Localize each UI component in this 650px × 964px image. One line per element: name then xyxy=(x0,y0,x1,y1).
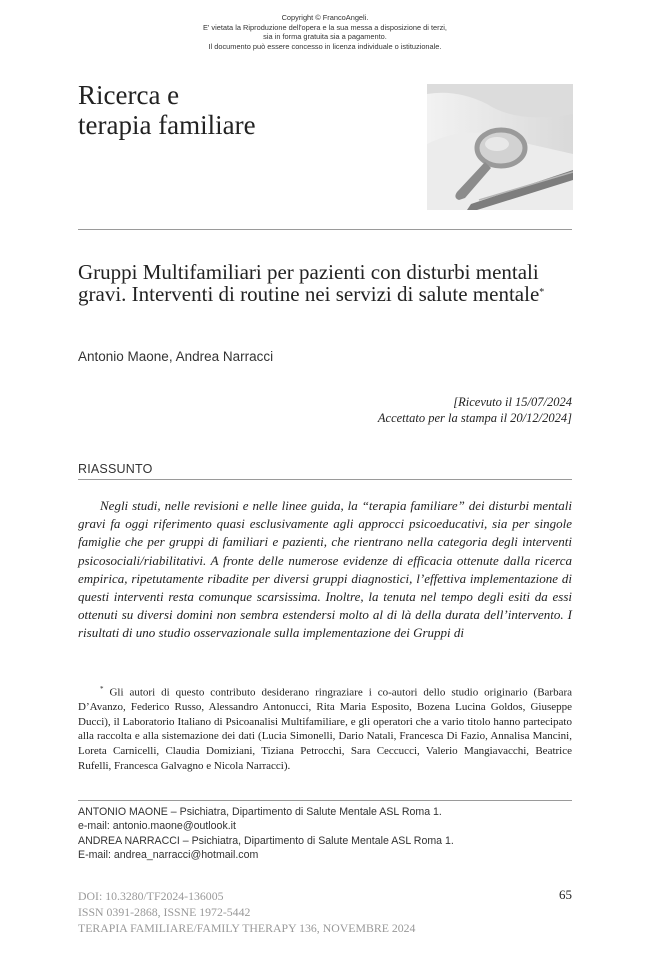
copyright-line: E' vietata la Riproduzione dell'opera e la sua messa a disposizione di terzi, xyxy=(203,22,447,32)
page-number: 65 xyxy=(559,887,572,902)
article-authors: Antonio Maone, Andrea Narracci xyxy=(78,349,274,364)
magnifying-glass-and-pen-icon xyxy=(427,84,573,210)
header-divider xyxy=(78,229,572,230)
copyright-notice xyxy=(0,13,650,51)
journal-issue: TERAPIA FAMILIARE/FAMILY THERAPY 136, NOVEMBRE 2024 xyxy=(78,921,416,935)
issn: ISSN 0391-2868, ISSNE 1972-5442 xyxy=(78,905,251,919)
author-affiliations xyxy=(78,805,454,863)
doi: DOI: 10.3280/TF2024-136005 xyxy=(78,889,224,903)
copyright-line: Il documento può essere concesso in licenza individuale o istituzionale. xyxy=(208,41,442,51)
author-email: E-mail: andrea_narracci@hotmail.com xyxy=(78,849,259,862)
footnote-marker: * xyxy=(539,286,545,298)
submission-dates xyxy=(378,394,572,426)
affiliations-divider xyxy=(78,800,572,801)
abstract-text: Negli studi, nelle revisioni e nelle linee guida, la “terapia familiare” dei disturbi mentali gravi fa oggi riferimento quasi esclusivamente agli approcci psicoeducativi, sia per singole famiglie che per gruppi di familiari e pazienti, che rientrano nella categoria degli interventi psicosociali/riabilitativi. A fronte delle numerose evidenze di efficacia ottenute dalla ricerca empirica, ripetutamente ribadite per diversi gruppi diagnostici, l’effettiva implementazione di questi interventi resta comunque scarsissima. Inoltre, la tenuta nel tempo degli esiti da essi ottenuti su diversi domini non sembra estendersi molto al di là della durata dell’intervento. I risultati di uno studio osservazionale sulla implementazione dei Gruppi di xyxy=(78,498,572,641)
received-date: [Ricevuto il 15/07/2024 xyxy=(453,395,572,409)
footnote-text: Gli autori di questo contributo desiderano ringraziare i co-autori dello studio originario (Barbara D’Avanzo, Federico Russo, Alessandro Antonucci, Rita Maria Esposito, Bozena Lucina Goldos, Giuseppe Ducci), il Laboratorio Italiano di Psicoanalisi Multifamiliare, e gli operatori che a vario titolo hanno partecipato alla raccolta e alla sistemazione dei dati (Lucia Simonelli, Dario Natali, Francesca Di Fazio, Annalisa Mancini, Loreta Carnicelli, Claudia Domiziani, Tiziana Petrocchi, Sara Ceccucci, Valerio Mangiavacchi, Beatrice Rufelli, Francesca Galvagno e Nicola Narracci). xyxy=(78,686,572,772)
journal-title-line2: terapia familiare xyxy=(78,110,256,140)
journal-title-line1: Ricerca e xyxy=(78,80,180,110)
affiliation-line: ANTONIO MAONE – Psichiatra, Dipartimento di Salute Mentale ASL Roma 1. xyxy=(78,806,442,818)
footnote-mark: * xyxy=(100,685,104,693)
copyright-line: Copyright © FrancoAngeli. xyxy=(281,13,369,22)
copyright-line: sia in forma gratuita sia a pagamento. xyxy=(263,32,387,41)
page-footer xyxy=(78,888,415,936)
author-email: e-mail: antonio.maone@outlook.it xyxy=(78,820,236,833)
article-title xyxy=(78,262,572,305)
footnote xyxy=(78,682,572,773)
abstract-divider xyxy=(78,479,572,480)
journal-title xyxy=(78,80,256,140)
article-title-text: Gruppi Multifamiliari per pazienti con disturbi mentali gravi. Interventi di routine nei servizi di salute mentale xyxy=(78,260,540,306)
abstract-heading: RIASSUNTO xyxy=(78,462,153,476)
accepted-date: Accettato per la stampa il 20/12/2024] xyxy=(377,411,572,425)
affiliation-line: ANDREA NARRACCI – Psichiatra, Dipartimento di Salute Mentale ASL Roma 1. xyxy=(78,834,454,847)
